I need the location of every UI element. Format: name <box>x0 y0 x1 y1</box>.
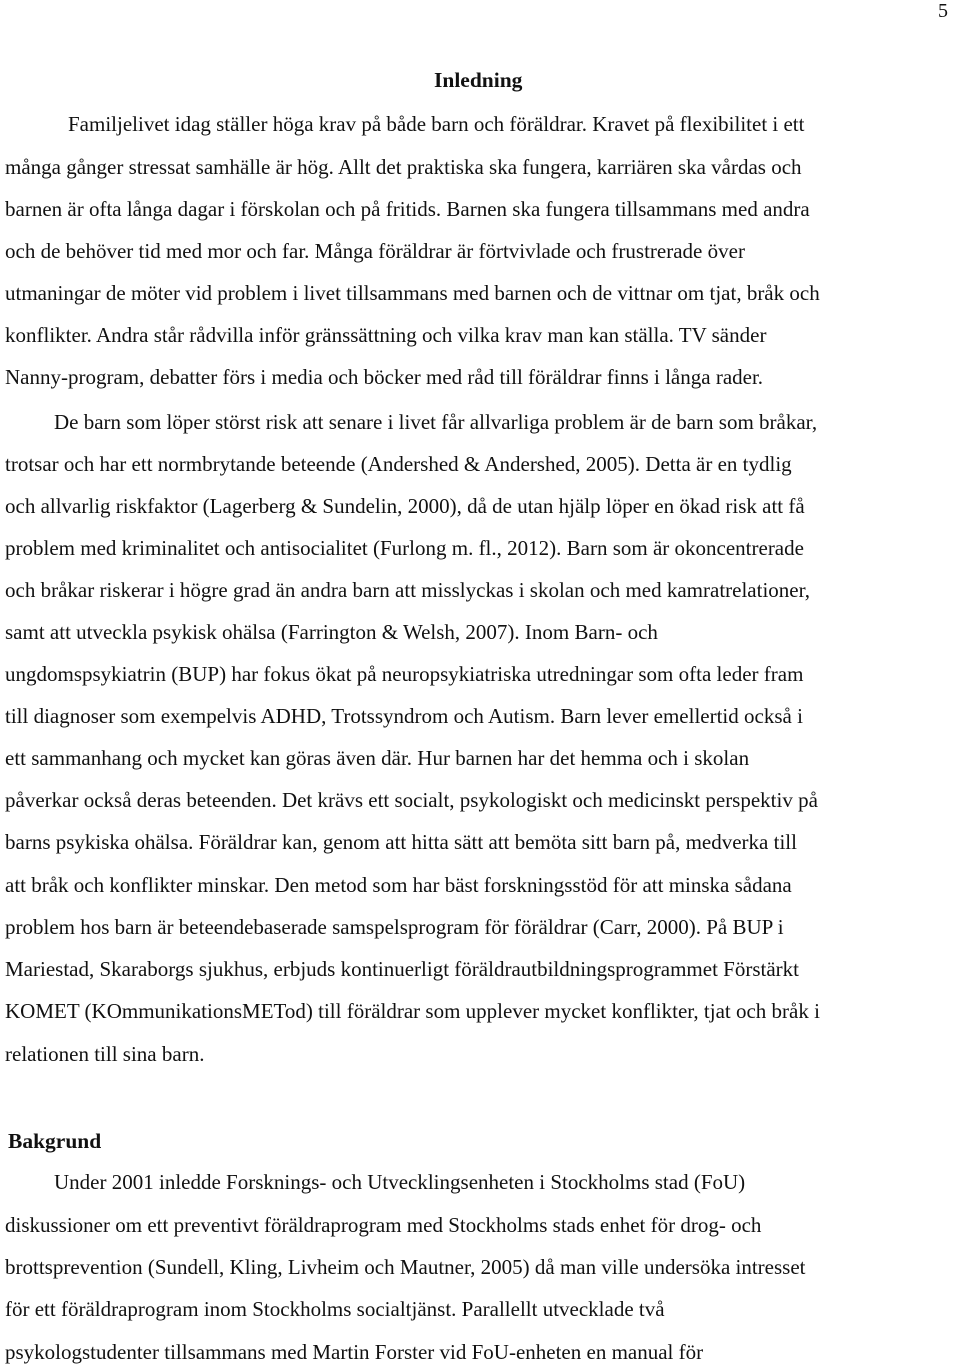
text-line: problem med kriminalitet och antisocialitet (Furlong m. fl., 2012). Barn som är okoncentrerade <box>5 536 804 560</box>
text-line: utmaningar de möter vid problem i livet tillsammans med barnen och de vittnar om tjat, bråk och <box>5 281 820 305</box>
text-line: psykologstudenter tillsammans med Martin Forster vid FoU-enheten en manual för <box>5 1340 704 1364</box>
text-line: att bråk och konflikter minskar. Den metod som har bäst forskningsstöd för att minska sådana <box>5 873 792 897</box>
text-line: konflikter. Andra står rådvilla inför gränssättning och vilka krav man kan ställa. TV sänder <box>5 323 767 347</box>
text-line: problem hos barn är beteendebaserade samspelsprogram för föräldrar (Carr, 2000). På BUP i <box>5 915 784 939</box>
text-line: KOMET (KOmmunikationsMETod) till föräldrar som upplever mycket konflikter, tjat och bråk i <box>5 999 820 1023</box>
text-line: brottsprevention (Sundell, Kling, Livheim och Mautner, 2005) då man ville undersöka intresset <box>5 1255 806 1279</box>
heading-bakgrund: Bakgrund <box>8 1129 102 1153</box>
text-line: barns psykiska ohälsa. Föräldrar kan, genom att hitta sätt att bemöta sitt barn på, medverka till <box>5 830 797 854</box>
text-line: barnen är ofta långa dagar i förskolan och på fritids. Barnen ska fungera tillsammans med andra <box>5 197 810 221</box>
text-line: till diagnoser som exempelvis ADHD, Trotssyndrom och Autism. Barn lever emellertid också i <box>5 704 803 728</box>
text-line: samt att utveckla psykisk ohälsa (Farrington & Welsh, 2007). Inom Barn- och <box>5 620 658 644</box>
text-line: ungdomspsykiatrin (BUP) har fokus ökat på neuropsykiatriska utredningar som ofta leder fram <box>5 662 804 686</box>
text-line: Familjelivet idag ställer höga krav på både barn och föräldrar. Kravet på flexibilitet i ett <box>68 112 805 136</box>
text-line: ett sammanhang och mycket kan göras även där. Hur barnen har det hemma och i skolan <box>5 746 750 770</box>
text-line: relationen till sina barn. <box>5 1042 205 1066</box>
text-line: påverkar också deras beteenden. Det krävs ett socialt, psykologiskt och medicinskt perspektiv på <box>5 788 818 812</box>
text-line: Nanny-program, debatter förs i media och böcker med råd till föräldrar finns i långa rader. <box>5 365 764 389</box>
text-line: och bråkar riskerar i högre grad än andra barn att misslyckas i skolan och med kamratrelationer, <box>5 578 811 602</box>
page-number: 5 <box>938 0 948 22</box>
text-line: för ett föräldraprogram inom Stockholms socialtjänst. Parallellt utvecklade två <box>5 1297 665 1321</box>
text-line: trotsar och har ett normbrytande beteende (Andershed & Andershed, 2005). Detta är en tydlig <box>5 452 792 476</box>
text-line: Mariestad, Skaraborgs sjukhus, erbjuds kontinuerligt föräldrautbildningsprogrammet Förstärkt <box>5 957 799 981</box>
text-line: Under 2001 inledde Forsknings- och Utvecklingsenheten i Stockholms stad (FoU) <box>54 1170 746 1194</box>
text-line: och de behöver tid med mor och far. Många föräldrar är förtvivlade och frustrerade över <box>5 239 745 263</box>
text-line: De barn som löper störst risk att senare i livet får allvarliga problem är de barn som bråkar, <box>54 410 818 434</box>
text-line: och allvarlig riskfaktor (Lagerberg & Sundelin, 2000), då de utan hjälp löper en ökad risk att få <box>5 494 805 518</box>
heading-inledning: Inledning <box>434 68 523 92</box>
text-line: många gånger stressat samhälle är hög. Allt det praktiska ska fungera, karriären ska vårdas och <box>5 155 802 179</box>
text-line: diskussioner om ett preventivt föräldraprogram med Stockholms stads enhet för drog- och <box>5 1213 762 1237</box>
